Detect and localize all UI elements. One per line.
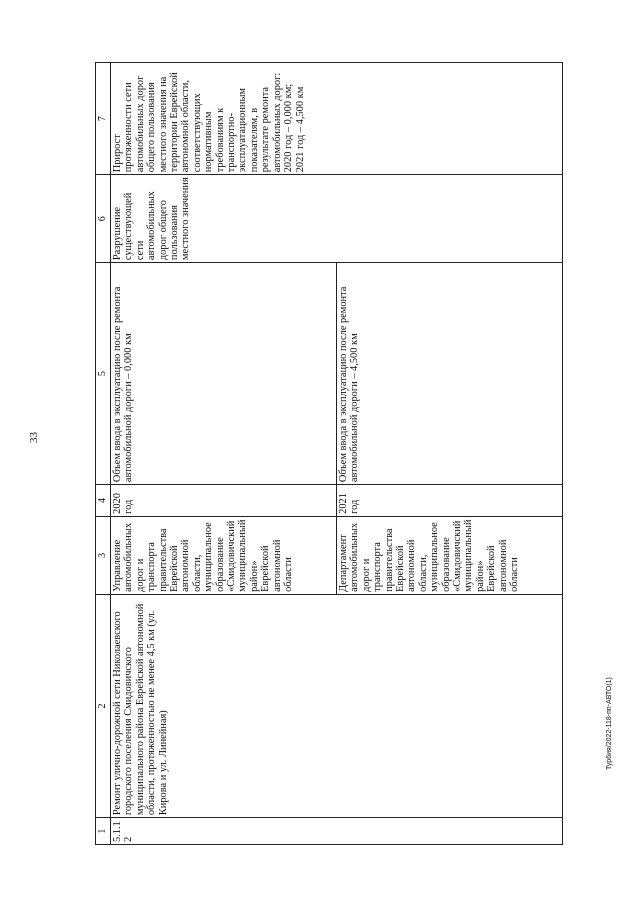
document-code: Тур6ия/2022-118-пп-АВТО(1) [606,677,613,770]
executor-cell: Управление автомобильных дорог и транспорта правительства Еврейской автономной области, муниципальное образование «Смидовичский муниципальный район» Еврейской автономной области [111,516,337,594]
column-header: 2 [96,594,111,817]
measures-table [95,62,563,845]
result-cell: Прирост протяженности сети автомобильных дорог общего пользования местного значения на территории Еврейской автономной области, соответствующих нормативным требованиям к транспортно-эксплуатационным показателям, в результате ремонта автомобильных дорог: 2020 год – 0,000 км; 2021 год – 4,500 км [111,63,563,175]
program-table [95,62,563,845]
column-header: 6 [96,175,111,263]
page-number: 33 [28,432,40,443]
column-header: 5 [96,263,111,485]
measure-number: 5.1.12 [111,818,563,845]
year-cell: 2020 год [111,485,337,517]
column-header: 7 [96,63,111,175]
column-header: 3 [96,516,111,594]
year-cell: 2021 год [337,485,563,517]
executor-cell: Департамент автомобильных дорог и транспорта правительства Еврейской автономной области, муниципальное образование «Смидовичский муниципальный район» Еврейской автономной области [337,516,563,594]
column-header: 4 [96,485,111,517]
header-row [96,63,111,845]
table-row [111,63,337,845]
indicator-cell: Объем ввода в эксплуатацию после ремонта автомобильной дороги – 4,500 км [337,263,563,485]
risk-cell: Разрушение существующей сети автомобильных дорог общего пользования местного значения [111,175,563,263]
indicator-cell: Объем ввода в эксплуатацию после ремонта автомобильной дороги – 0,000 км [111,263,337,485]
measure-name: Ремонт улично-дорожной сети Николаевского городского поселения Смидовичского муниципального района Еврейской автономной области, протяженностью не менее 4,5 км (ул. Кирова и ул. Линейная) [111,594,563,817]
column-header: 1 [96,818,111,845]
